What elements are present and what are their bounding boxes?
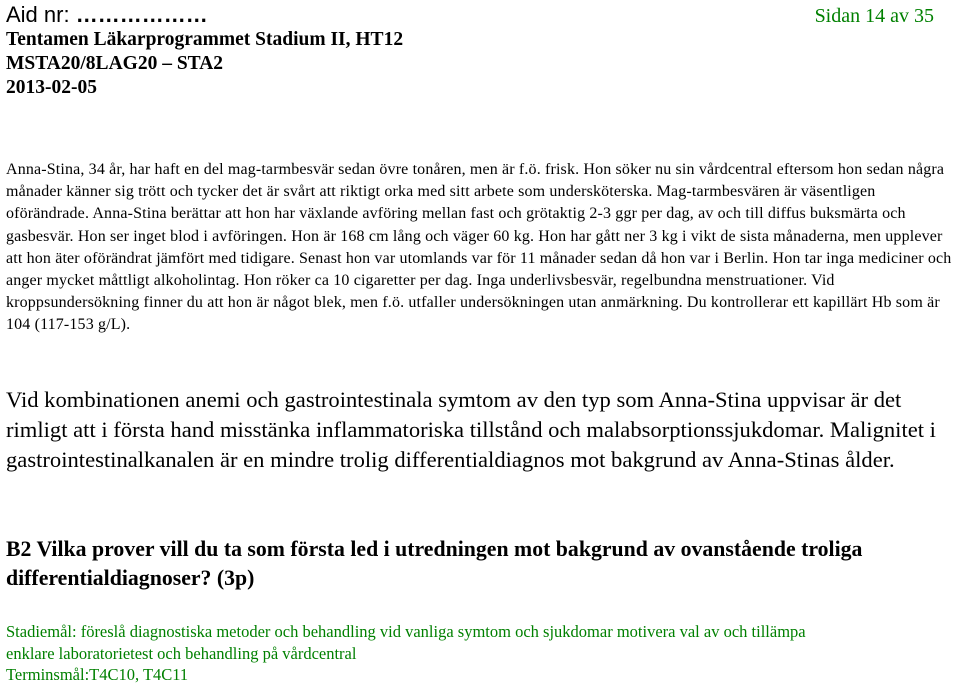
exam-title: Tentamen Läkarprogrammet Stadium II, HT12 (6, 29, 404, 50)
aid-label: Aid nr: (6, 2, 76, 27)
page-number: Sidan 14 av 35 (814, 5, 934, 27)
term-goals: Terminsmål:T4C10, T4C11 (6, 665, 189, 684)
exam-date: 2013-02-05 (6, 77, 97, 98)
stage-goal-line-1: Stadiemål: föreslå diagnostiska metoder och behandling vid vanliga symtom och sjukdomar motivera val av och tillämpa (6, 622, 806, 641)
aid-dots: ……………… (75, 2, 208, 27)
course-code: MSTA20/8LAG20 – STA2 (6, 53, 224, 74)
aid-number-line (6, 2, 208, 28)
case-comment: Vid kombinationen anemi och gastrointestinala symtom av den typ som Anna-Stina uppvisar är det rimligt att i första hand misstänka inflammatoriska tillstånd och malabsorptionssjukdomar. Malignitet i gastrointestinalkanalen är en mindre trolig differentialdiagnos mot bakgrund av Anna-Stinas ålder. (6, 387, 936, 472)
case-description: Anna-Stina, 34 år, har haft en del mag-tarmbesvär sedan övre tonåren, men är f.ö. frisk. Hon söker nu sin vårdcentral eftersom hon sedan några månader känner sig trött och tycker det är svårt att riktigt orka med sitt arbete som undersköterska. Mag-tarmbesvären är väsentligen oförändrade. Anna-Stina berättar att hon har växlande avföring mellan fast och grötaktig 2-3 ggr per dag, av och till diffus buksmärta och gasbesvär. Hon ser inget blod i avföringen. Hon är 168 cm lång och väger 60 kg. Hon har gått ner 3 kg i vikt de sista månaderna, men upplever att hon äter oförändrat jämfört med tidigare. Senast hon var utomlands var för 11 månader sedan då hon var i Berlin. Hon tar inga mediciner och anger mycket måttligt alkoholintag. Hon röker ca 10 cigaretter per dag. Inga underlivsbesvär, regelbundna menstruationer. Vid kroppsundersökning finner du att hon är något blek, men f.ö. utfaller undersökningen utan anmärkning. Du kontrollerar ett kapillärt Hb som är 104 (117-153 g/L). (6, 161, 952, 334)
learning-goals (6, 621, 956, 686)
exam-header (6, 28, 403, 100)
stage-goal-line-2: enklare laboratorietest och behandling på vårdcentral (6, 643, 357, 663)
question-b2: B2 Vilka prover vill du ta som första led i utredningen mot bakgrund av ovanstående troliga differentialdiagnoser? (3p) (6, 537, 863, 590)
